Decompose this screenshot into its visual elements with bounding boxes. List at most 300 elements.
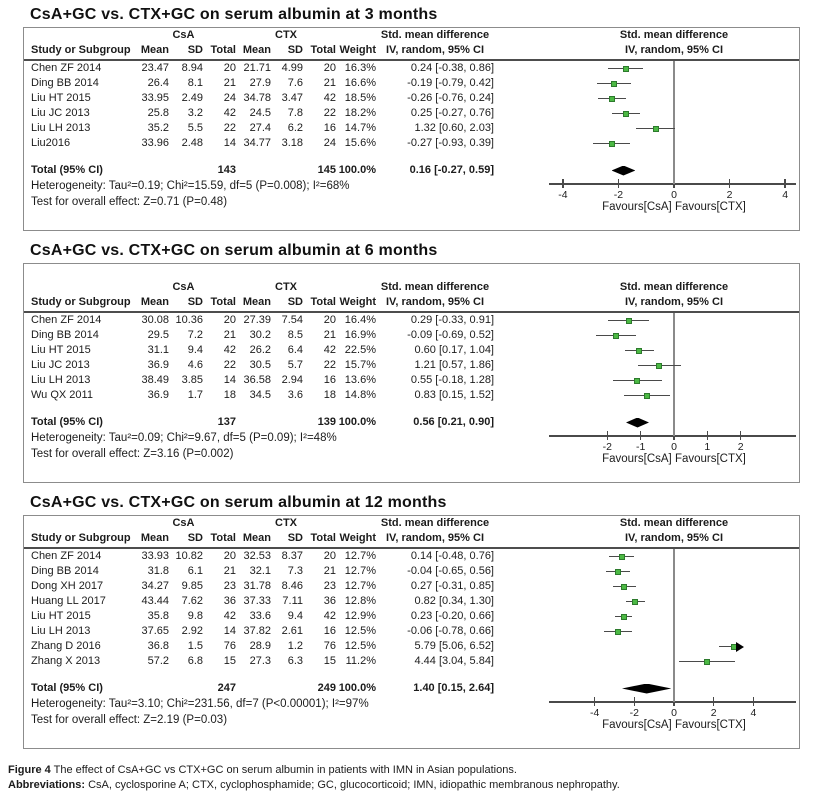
total-row — [24, 681, 799, 696]
mean-ctx: 27.9 — [249, 77, 271, 89]
forest-plot-row — [494, 654, 744, 669]
forest-plot-row — [494, 328, 744, 343]
mean-ctx: 28.9 — [249, 640, 271, 652]
col-header-effect: IV, random, 95% CI — [385, 296, 485, 308]
total-csa: 42 — [223, 344, 236, 356]
sd-ctx: 7.3 — [287, 565, 303, 577]
mean-csa: 36.9 — [147, 389, 169, 401]
col-header-total-ctx: Total — [310, 296, 336, 308]
effect-marker — [621, 614, 627, 620]
col-header-weight: Weight — [339, 296, 376, 308]
axis-tick-label: -2 — [613, 189, 624, 201]
sd-csa: 9.85 — [181, 580, 203, 592]
sd-ctx: 7.6 — [287, 77, 303, 89]
axis — [549, 430, 799, 476]
header-row-columns — [24, 295, 799, 310]
caption-line — [8, 763, 817, 778]
study-row — [24, 609, 799, 624]
mean-ctx: 27.3 — [249, 655, 271, 667]
effect-marker — [615, 569, 621, 575]
study-row — [24, 388, 799, 403]
study-name: Liu JC 2013 — [31, 107, 90, 119]
effect-estimate: -0.19 [-0.79, 0.42] — [407, 77, 494, 89]
mean-ctx: 27.39 — [243, 314, 271, 326]
col-header-total-csa: Total — [210, 296, 236, 308]
col-header-weight: Weight — [339, 532, 376, 544]
effect-marker — [704, 659, 710, 665]
weight: 18.2% — [344, 107, 376, 119]
sd-ctx: 7.8 — [287, 107, 303, 119]
total-label: Total (95% CI) — [31, 416, 103, 428]
panel-footer — [24, 696, 799, 742]
total-ctx: 22 — [323, 359, 336, 371]
total-ctx: 15 — [323, 655, 336, 667]
sd-csa: 1.5 — [187, 640, 203, 652]
axis-tick-label: -4 — [558, 189, 568, 201]
plot-column-title: Std. mean difference — [619, 29, 729, 41]
mean-csa: 26.4 — [147, 77, 169, 89]
plot-column-title: Std. mean difference — [619, 281, 729, 293]
forest-panel-block-3 — [23, 494, 817, 749]
sd-ctx: 8.46 — [281, 580, 303, 592]
favours-label: Favours[CsA] Favours[CTX] — [602, 201, 746, 213]
panel-body — [24, 549, 799, 742]
study-row — [24, 328, 799, 343]
effect-estimate: 1.40 [0.15, 2.64] — [413, 682, 494, 694]
study-row — [24, 373, 799, 388]
table-header — [24, 516, 799, 549]
effect-marker — [621, 584, 627, 590]
study-name: Liu JC 2013 — [31, 359, 90, 371]
effect-marker — [656, 363, 662, 369]
panel-body — [24, 313, 799, 476]
total-ctx: 24 — [323, 137, 336, 149]
sd-ctx: 2.61 — [281, 625, 303, 637]
mean-csa: 36.9 — [147, 359, 169, 371]
sd-ctx: 6.4 — [287, 344, 303, 356]
effect-estimate: 0.27 [-0.31, 0.85] — [410, 580, 494, 592]
sd-csa: 10.82 — [175, 550, 203, 562]
weight: 100.0% — [338, 164, 376, 176]
effect-marker — [626, 318, 632, 324]
heterogeneity-text: Heterogeneity: Tau²=0.19; Chi²=15.59, df=5 (P=0.008); I²=68% — [31, 180, 350, 192]
axis-tick — [784, 179, 786, 188]
panel-title: CsA+GC vs. CTX+GC on serum albumin at 3 months — [30, 6, 438, 23]
weight: 15.6% — [344, 137, 376, 149]
weight: 15.7% — [344, 359, 376, 371]
mean-ctx: 26.2 — [249, 344, 271, 356]
study-row — [24, 136, 799, 151]
table-header — [24, 28, 799, 61]
study-name: Liu LH 2013 — [31, 374, 91, 386]
sd-ctx: 5.7 — [287, 359, 303, 371]
forest-panel — [23, 27, 800, 231]
sd-ctx: 8.37 — [281, 550, 303, 562]
mean-ctx: 36.58 — [243, 374, 271, 386]
axis-tick — [740, 431, 742, 440]
sd-csa: 3.2 — [187, 107, 203, 119]
effect-estimate: 0.83 [0.15, 1.52] — [414, 389, 494, 401]
col-header-study: Study or Subgroup — [31, 296, 131, 308]
axis-tick-label: -2 — [602, 441, 612, 453]
effect-estimate: -0.27 [-0.93, 0.39] — [407, 137, 494, 149]
mean-csa: 36.8 — [147, 640, 169, 652]
axis-tick-label: 1 — [704, 441, 711, 453]
study-name: Ding BB 2014 — [31, 565, 99, 577]
total-csa: 20 — [223, 314, 236, 326]
mean-ctx: 30.2 — [249, 329, 271, 341]
study-row — [24, 564, 799, 579]
axis-tick — [729, 179, 731, 188]
weight: 18.5% — [344, 92, 376, 104]
total-csa: 22 — [223, 122, 236, 134]
weight: 16.6% — [344, 77, 376, 89]
table-header — [24, 264, 799, 313]
study-name: Ding BB 2014 — [31, 329, 99, 341]
forest-plot-row — [494, 373, 744, 388]
axis-tick — [634, 697, 636, 706]
weight: 12.8% — [344, 595, 376, 607]
forest-plot-row — [494, 594, 744, 609]
mean-csa: 33.95 — [141, 92, 169, 104]
mean-csa: 23.47 — [141, 62, 169, 74]
sd-ctx: 9.4 — [287, 610, 303, 622]
weight: 16.3% — [344, 62, 376, 74]
total-ctx: 42 — [323, 610, 336, 622]
mean-csa: 35.2 — [147, 122, 169, 134]
col-header-mean-csa: Mean — [140, 296, 169, 308]
sd-ctx: 7.54 — [281, 314, 303, 326]
total-ctx: 76 — [323, 640, 336, 652]
col-header-mean-ctx: Mean — [242, 44, 271, 56]
group-label-csa: CsA — [172, 281, 195, 293]
sd-csa: 6.1 — [187, 565, 203, 577]
effect-marker — [609, 141, 615, 147]
effect-column-title: Std. mean difference — [380, 29, 490, 41]
weight: 14.8% — [344, 389, 376, 401]
study-name: Huang LL 2017 — [31, 595, 106, 607]
col-header-mean-ctx: Mean — [242, 532, 271, 544]
mean-csa: 57.2 — [147, 655, 169, 667]
study-name: Ding BB 2014 — [31, 77, 99, 89]
total-ctx: 21 — [323, 329, 336, 341]
axis-tick-label: -4 — [589, 707, 600, 719]
panel-footer — [24, 430, 799, 476]
mean-ctx: 34.78 — [243, 92, 271, 104]
sd-csa: 2.92 — [181, 625, 203, 637]
total-csa: 18 — [223, 389, 236, 401]
mean-csa: 31.1 — [147, 344, 169, 356]
total-csa: 20 — [223, 62, 236, 74]
col-header-total-csa: Total — [210, 44, 236, 56]
heterogeneity-text: Heterogeneity: Tau²=3.10; Chi²=231.56, df=7 (P<0.00001); I²=97% — [31, 698, 369, 710]
group-label-ctx: CTX — [275, 29, 297, 41]
panel-title: CsA+GC vs. CTX+GC on serum albumin at 6 months — [30, 242, 438, 259]
mean-ctx: 34.77 — [243, 137, 271, 149]
footer-stats — [31, 430, 549, 476]
plot-col-header-effect: IV, random, 95% CI — [624, 44, 724, 56]
study-row — [24, 91, 799, 106]
forest-panel — [23, 515, 800, 749]
mean-csa: 30.08 — [141, 314, 169, 326]
study-name: Chen ZF 2014 — [31, 550, 102, 562]
effect-estimate: 0.14 [-0.48, 0.76] — [410, 550, 494, 562]
total-csa: 14 — [223, 625, 236, 637]
mean-csa: 31.8 — [147, 565, 169, 577]
effect-marker — [634, 378, 640, 384]
axis-tick — [753, 697, 755, 706]
sd-csa: 8.1 — [187, 77, 203, 89]
col-header-sd-ctx: SD — [287, 532, 303, 544]
weight: 16.9% — [344, 329, 376, 341]
effect-marker — [609, 96, 615, 102]
mean-ctx: 24.5 — [249, 107, 271, 119]
total-csa: 36 — [223, 595, 236, 607]
forest-plot-row — [494, 61, 744, 76]
effect-marker — [619, 554, 625, 560]
axis-tick — [640, 431, 642, 440]
study-name: Wu QX 2011 — [31, 389, 93, 401]
axis-tick-label: 0 — [671, 441, 677, 453]
col-header-mean-csa: Mean — [140, 532, 169, 544]
study-name: Zhang D 2016 — [31, 640, 101, 652]
total-csa: 15 — [223, 655, 236, 667]
figure-caption — [8, 763, 817, 793]
mean-csa: 25.8 — [147, 107, 169, 119]
total-csa: 20 — [223, 550, 236, 562]
forest-plot-row — [494, 358, 744, 373]
study-name: Dong XH 2017 — [31, 580, 104, 592]
effect-estimate: 4.44 [3.04, 5.84] — [414, 655, 494, 667]
mean-ctx: 27.4 — [249, 122, 271, 134]
col-header-sd-csa: SD — [187, 44, 203, 56]
weight: 12.5% — [344, 640, 376, 652]
sd-csa: 9.8 — [187, 610, 203, 622]
study-row — [24, 358, 799, 373]
axis-tick — [618, 179, 620, 188]
forest-plot-row — [494, 609, 744, 624]
total-ctx: 36 — [323, 595, 336, 607]
group-label-csa: CsA — [172, 29, 195, 41]
total-csa: 14 — [223, 374, 236, 386]
axis-tick — [713, 697, 715, 706]
sd-ctx: 6.2 — [287, 122, 303, 134]
total-ctx: 22 — [323, 107, 336, 119]
effect-estimate: -0.04 [-0.65, 0.56] — [407, 565, 494, 577]
study-name: Zhang X 2013 — [31, 655, 101, 667]
mean-ctx: 34.5 — [249, 389, 271, 401]
total-csa: 21 — [223, 329, 236, 341]
total-csa: 22 — [223, 359, 236, 371]
study-name: Liu HT 2015 — [31, 610, 91, 622]
sd-csa: 2.48 — [181, 137, 203, 149]
effect-marker — [615, 629, 621, 635]
mean-ctx: 31.78 — [243, 580, 271, 592]
effect-marker — [644, 393, 650, 399]
effect-estimate: 1.32 [0.60, 2.03] — [414, 122, 494, 134]
header-row-groups — [24, 280, 799, 295]
forest-plot-row — [494, 91, 744, 106]
total-ctx: 18 — [323, 389, 336, 401]
sd-ctx: 4.99 — [281, 62, 303, 74]
total-csa: 21 — [223, 77, 236, 89]
forest-plot-row — [494, 121, 744, 136]
total-row — [24, 415, 799, 430]
group-label-ctx: CTX — [275, 281, 297, 293]
forest-plot-row — [494, 624, 744, 639]
weight: 12.7% — [344, 580, 376, 592]
total-ctx: 21 — [323, 565, 336, 577]
axis-tick-label: 0 — [671, 707, 677, 719]
col-header-effect: IV, random, 95% CI — [385, 44, 485, 56]
axis-tick-label: -1 — [635, 441, 646, 453]
abbreviations-label: Abbreviations: — [8, 779, 86, 791]
effect-estimate: 0.82 [0.34, 1.30] — [414, 595, 494, 607]
mean-ctx: 30.5 — [249, 359, 271, 371]
effect-marker — [636, 348, 642, 354]
col-header-effect: IV, random, 95% CI — [385, 532, 485, 544]
header-row-columns — [24, 43, 799, 58]
forest-plot-row — [494, 313, 744, 328]
study-name: Liu2016 — [31, 137, 71, 149]
total-csa: 247 — [217, 682, 236, 694]
weight: 14.7% — [344, 122, 376, 134]
col-header-total-csa: Total — [210, 532, 236, 544]
study-name: Liu LH 2013 — [31, 122, 91, 134]
study-name: Chen ZF 2014 — [31, 62, 102, 74]
axis-tick — [594, 697, 596, 706]
effect-marker — [613, 333, 619, 339]
study-row — [24, 106, 799, 121]
plot-col-header-effect: IV, random, 95% CI — [624, 532, 724, 544]
weight: 12.5% — [344, 625, 376, 637]
effect-column-title: Std. mean difference — [380, 517, 490, 529]
effect-estimate: 0.56 [0.21, 0.90] — [413, 416, 494, 428]
sd-csa: 7.2 — [187, 329, 203, 341]
axis-tick — [562, 179, 564, 188]
axis — [549, 178, 799, 224]
group-label-ctx: CTX — [275, 517, 297, 529]
weight: 100.0% — [338, 682, 376, 694]
axis-tick-label: 2 — [737, 441, 744, 453]
col-header-sd-ctx: SD — [287, 296, 303, 308]
total-ctx: 42 — [323, 92, 336, 104]
weight: 12.7% — [344, 565, 376, 577]
caption-label: Figure 4 — [8, 764, 51, 776]
total-ctx: 20 — [323, 314, 336, 326]
mean-ctx: 32.1 — [249, 565, 271, 577]
sd-ctx: 7.11 — [282, 595, 303, 607]
effect-estimate: 1.21 [0.57, 1.86] — [414, 359, 494, 371]
sd-ctx: 6.3 — [287, 655, 303, 667]
effect-estimate: -0.26 [-0.76, 0.24] — [407, 92, 494, 104]
total-csa: 137 — [217, 416, 236, 428]
forest-plot-row — [494, 76, 744, 91]
mean-csa: 34.27 — [141, 580, 169, 592]
total-label: Total (95% CI) — [31, 682, 103, 694]
axis-tick — [707, 431, 709, 440]
summary-diamond — [612, 166, 636, 176]
zero-line — [673, 313, 675, 436]
total-csa: 76 — [223, 640, 236, 652]
study-name: Chen ZF 2014 — [31, 314, 102, 326]
sd-ctx: 3.47 — [281, 92, 303, 104]
study-row — [24, 579, 799, 594]
total-csa: 42 — [223, 107, 236, 119]
forest-plot-row — [494, 639, 744, 654]
header-row-columns — [24, 531, 799, 546]
effect-marker — [623, 111, 629, 117]
effect-marker — [611, 81, 617, 87]
heterogeneity-text: Heterogeneity: Tau²=0.09; Chi²=9.67, df=5 (P=0.09); I²=48% — [31, 432, 337, 444]
axis-tick-label: 4 — [782, 189, 789, 201]
forest-plot-row — [494, 579, 744, 594]
forest-plot-row — [494, 136, 744, 151]
weight: 100.0% — [338, 416, 376, 428]
total-ctx: 145 — [317, 164, 336, 176]
total-csa: 24 — [223, 92, 236, 104]
weight: 11.2% — [345, 655, 376, 667]
mean-csa: 43.44 — [141, 595, 169, 607]
header-row-groups — [24, 28, 799, 43]
favours-label: Favours[CsA] Favours[CTX] — [602, 453, 746, 465]
forest-plot-total-row — [494, 681, 744, 696]
row-gap — [24, 669, 799, 681]
sd-csa: 5.5 — [187, 122, 203, 134]
overall-test-text: Test for overall effect: Z=2.19 (P=0.03) — [31, 714, 228, 726]
sd-csa: 4.6 — [187, 359, 203, 371]
mean-csa: 33.96 — [141, 137, 169, 149]
forest-plot-row — [494, 343, 744, 358]
study-row — [24, 61, 799, 76]
col-header-sd-csa: SD — [187, 296, 203, 308]
effect-estimate: -0.06 [-0.78, 0.66] — [407, 625, 494, 637]
weight: 16.4% — [344, 314, 376, 326]
study-row — [24, 76, 799, 91]
total-ctx: 23 — [323, 580, 336, 592]
effect-estimate: 0.29 [-0.33, 0.91] — [410, 314, 494, 326]
abbreviations-line — [8, 778, 817, 793]
effect-marker — [623, 66, 629, 72]
sd-csa: 2.49 — [181, 92, 203, 104]
weight: 13.6% — [344, 374, 376, 386]
mean-csa: 29.5 — [147, 329, 169, 341]
mean-ctx: 32.53 — [243, 550, 271, 562]
sd-ctx: 1.2 — [287, 640, 303, 652]
study-row — [24, 654, 799, 669]
mean-csa: 38.49 — [141, 374, 169, 386]
overall-test-text: Test for overall effect: Z=0.71 (P=0.48) — [31, 196, 228, 208]
study-row — [24, 594, 799, 609]
panel-title: CsA+GC vs. CTX+GC on serum albumin at 12 months — [30, 494, 447, 511]
axis-tick-label: 4 — [750, 707, 757, 719]
forest-plot-row — [494, 106, 744, 121]
plot-col-header-effect: IV, random, 95% CI — [624, 296, 724, 308]
axis-tick — [607, 431, 609, 440]
effect-estimate: 5.79 [5.06, 6.52] — [414, 640, 494, 652]
row-gap — [24, 151, 799, 163]
study-row — [24, 343, 799, 358]
total-label: Total (95% CI) — [31, 164, 103, 176]
study-row — [24, 313, 799, 328]
total-ctx: 21 — [323, 77, 336, 89]
total-ctx: 16 — [323, 625, 336, 637]
sd-ctx: 3.18 — [281, 137, 303, 149]
effect-estimate: 0.23 [-0.20, 0.66] — [410, 610, 494, 622]
effect-estimate: -0.09 [-0.69, 0.52] — [407, 329, 494, 341]
total-ctx: 249 — [317, 682, 336, 694]
study-row — [24, 624, 799, 639]
